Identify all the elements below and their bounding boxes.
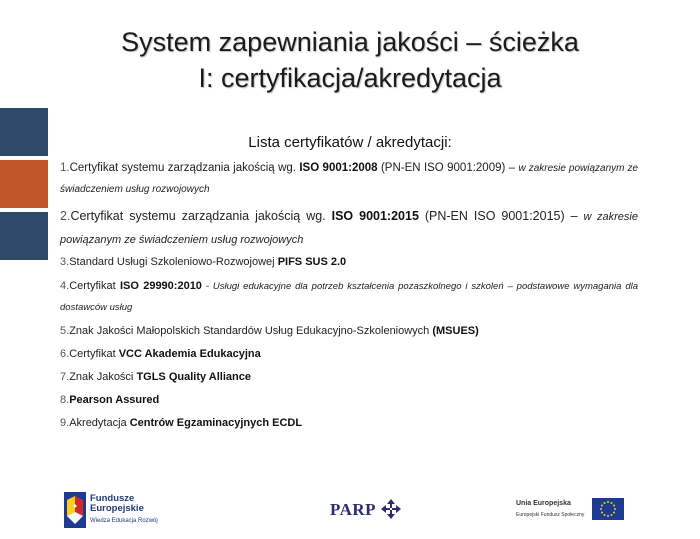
- title-line-1: System zapewniania jakości – ścieżka: [121, 27, 579, 57]
- parp-arrows-icon: [380, 498, 402, 520]
- accent-bar-orange: [0, 160, 48, 208]
- list-item: 8.Pearson Assured: [60, 394, 160, 406]
- unia-europejska-logo: [516, 496, 631, 526]
- list-item: 7.Znak Jakości TGLS Quality Alliance: [60, 371, 251, 383]
- fundusze-europejskie-icon: [64, 492, 86, 528]
- accent-bar-blue-top: [0, 108, 48, 156]
- parp-text: PARP: [330, 500, 377, 519]
- footer-logos: [0, 488, 700, 533]
- accent-bar-blue-bottom: [0, 212, 48, 260]
- list-heading: Lista certyfikatów / akredytacji:: [248, 134, 452, 151]
- list-item: 2.Certyfikat systemu zarządzania jakością wg. ISO 9001:2015 (PN-EN ISO 9001:2015) – w zakresie powiązanym ze świadczeniem usług rozwojowych: [60, 209, 638, 246]
- ue-line-1: Unia Europejska: [516, 500, 571, 507]
- fe-subtitle: Wiedza Edukacja Rozwój: [90, 518, 158, 524]
- fe-line-2: Europejskie: [90, 503, 144, 514]
- fe-line-1: Fundusze: [90, 493, 135, 504]
- title-line-2: I: certyfikacja/akredytacja: [198, 63, 502, 93]
- list-item: 3.Standard Usługi Szkoleniowo-Rozwojowej PIFS SUS 2.0: [60, 256, 347, 268]
- parp-logo: [330, 498, 420, 524]
- fundusze-europejskie-logo: [64, 492, 174, 530]
- ue-line-2: Europejski Fundusz Społeczny: [516, 512, 585, 518]
- list-item: 5.Znak Jakości Małopolskich Standardów Usług Edukacyjno-Szkoleniowych (MSUES): [60, 325, 479, 337]
- list-item: 4.Certyfikat ISO 29990:2010 - Usługi edukacyjne dla potrzeb kształcenia pozaszkolnego i szkoleń – podstawowe wymagania dla dostawców usług: [60, 280, 638, 313]
- eu-flag-icon: [592, 498, 624, 520]
- list-item: 6.Certyfikat VCC Akademia Edukacyjna: [60, 348, 261, 360]
- certificate-list: [60, 158, 638, 433]
- list-item: 1.Certyfikat systemu zarządzania jakością wg. ISO 9001:2008 (PN-EN ISO 9001:2009) – w zakresie powiązanym ze świadczeniem usług rozwojowych: [60, 162, 639, 195]
- list-item: 9.Akredytacja Centrów Egzaminacyjnych ECDL: [60, 417, 303, 429]
- slide-title: [40, 24, 660, 96]
